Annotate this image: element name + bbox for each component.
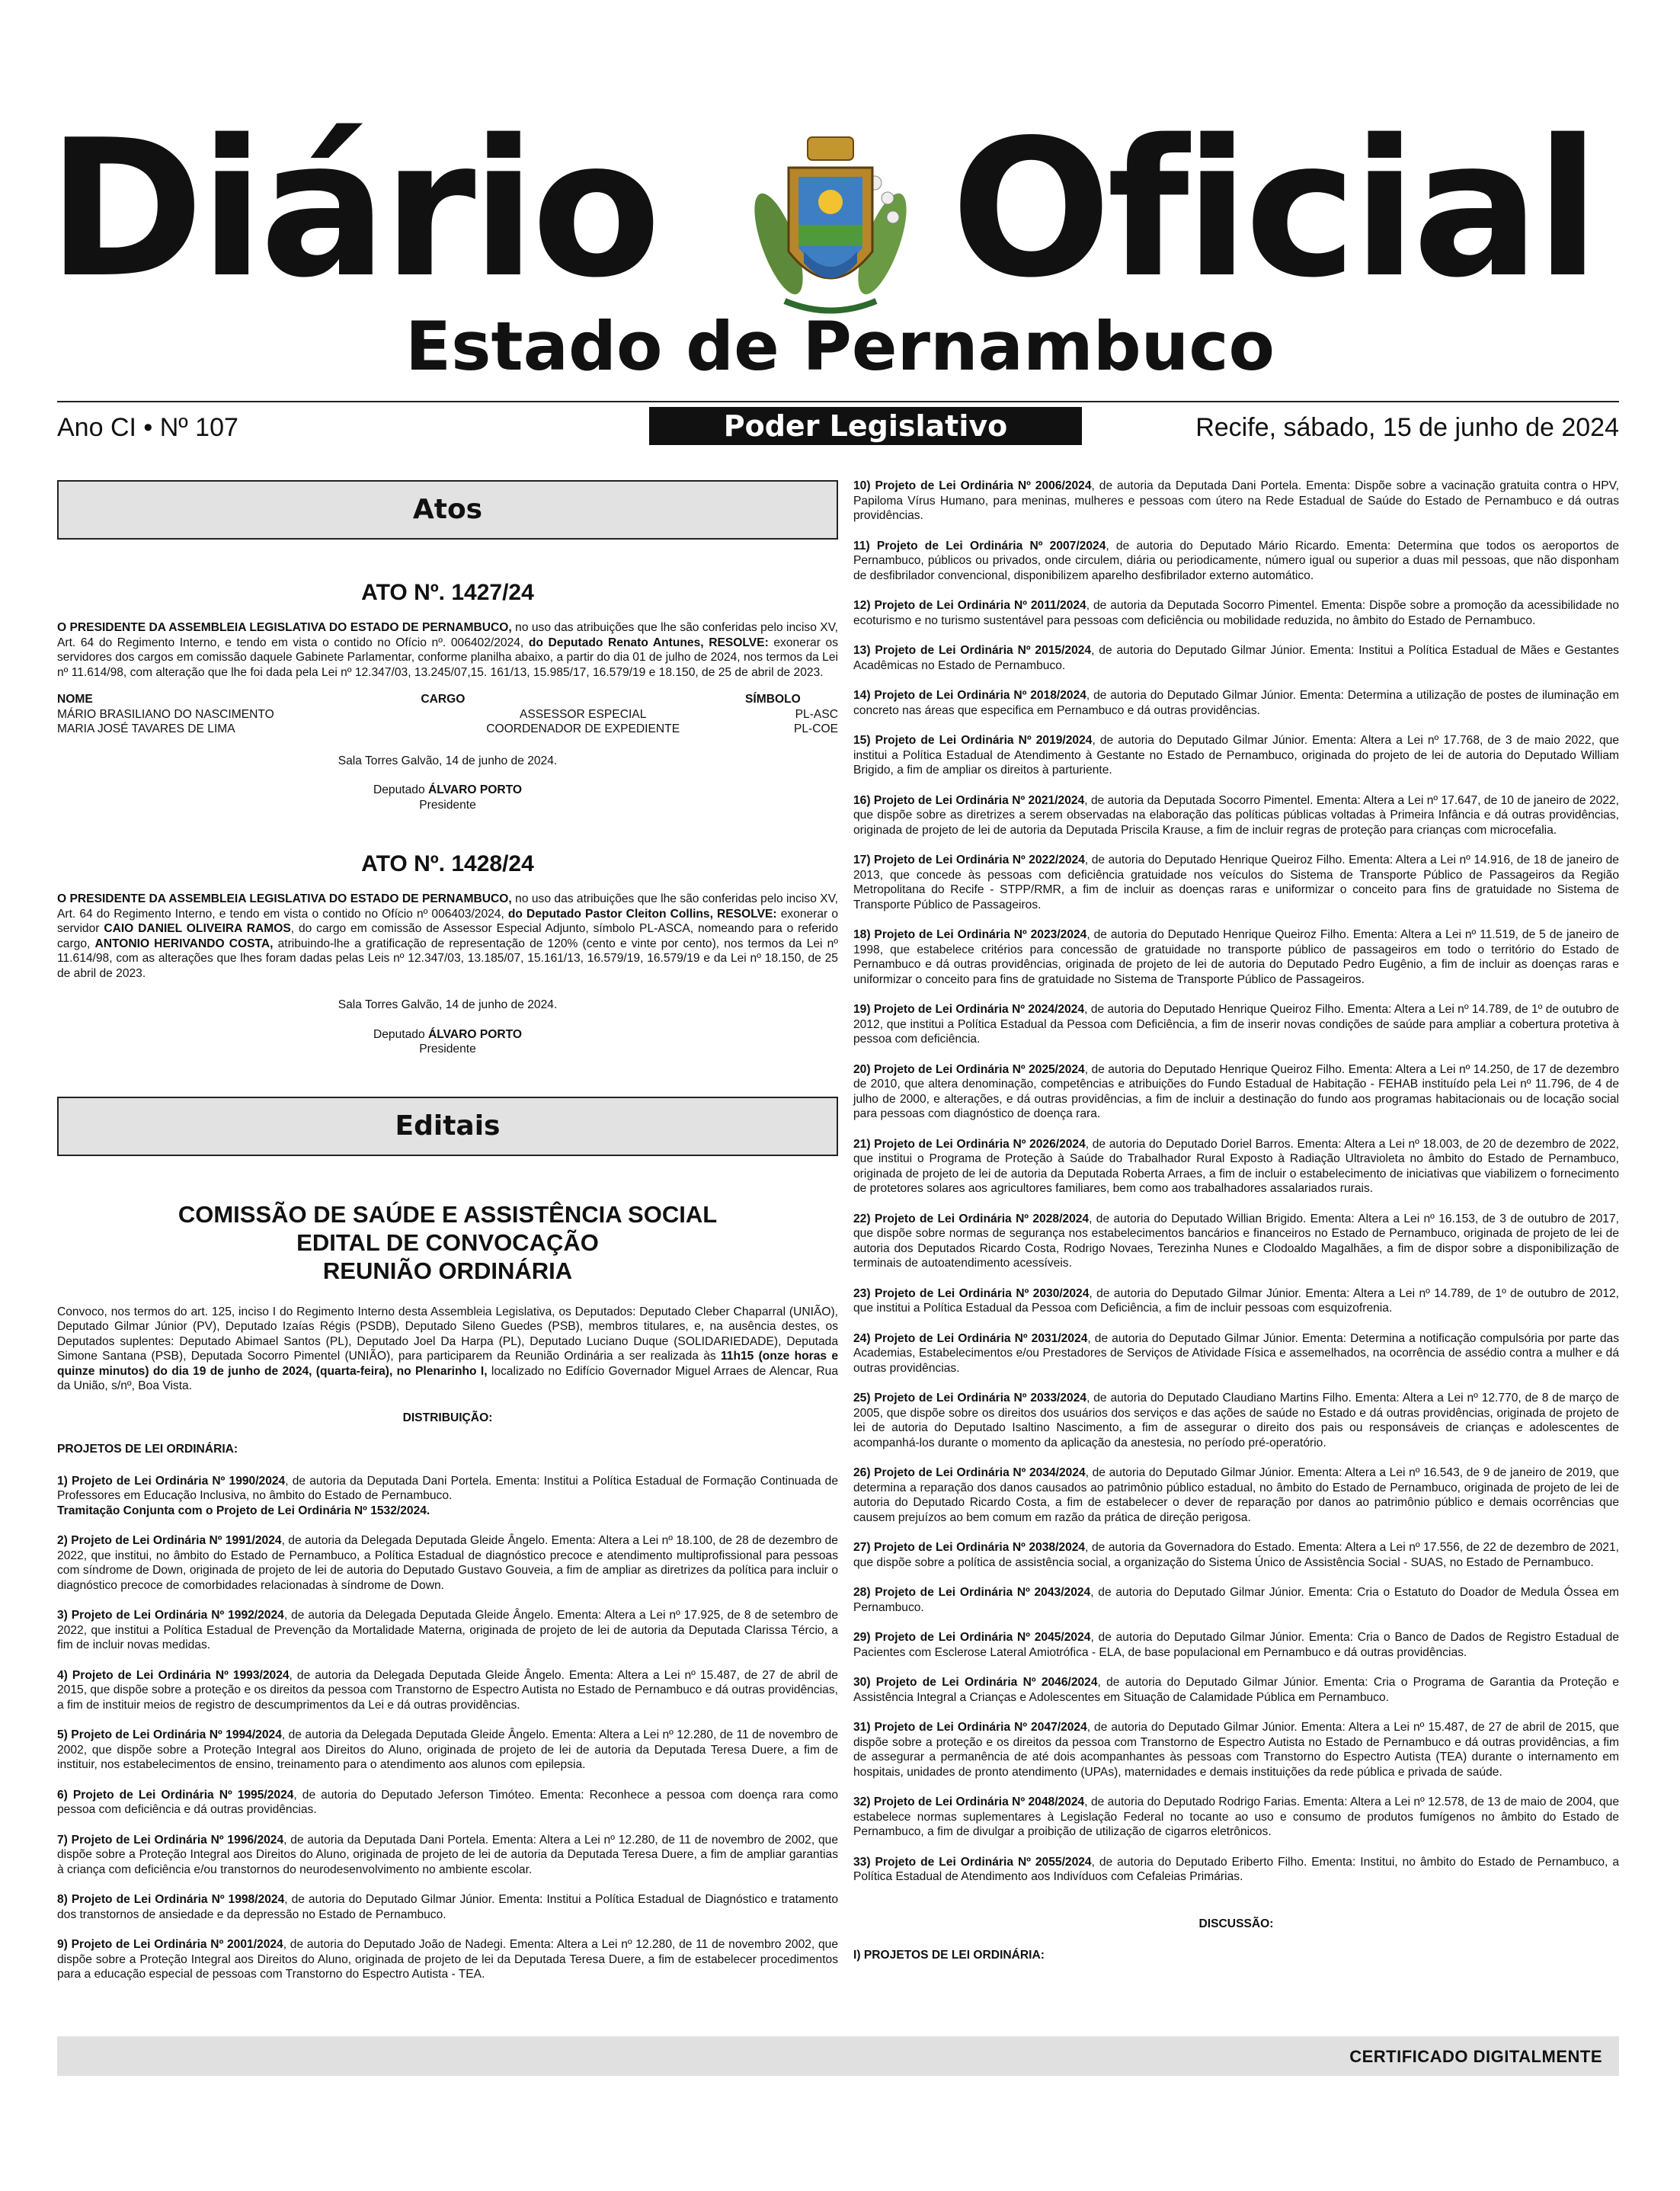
bill-summary: , de autoria da Deputada Dani Portela. Ementa: Dispõe sobre a vacinação gratuita contra o HPV, Papiloma Vírus Humano, para meninas, mulheres e pessoas com útero na Rede Estadual de Saúde do Estado de Pernambuco e dá outras providências.: [853, 479, 1619, 522]
act-deputy: do Deputado Pastor Cleiton Collins, RESOLVE:: [507, 907, 777, 921]
bill-item: [57, 1474, 838, 1519]
bill-summary: , de autoria do Deputado Gilmar Júnior. Ementa: Cria o Banco de Dados de Registro Estadual de Pacientes com Esclerose Lateral Amiotrófica - ELA, de base populacional em Pernambuco e dá outras providências.: [853, 1631, 1620, 1659]
bill-number: 12) Projeto de Lei Ordinária Nº 2011/2024: [853, 599, 1086, 612]
act-title-1427: ATO Nº. 1427/24: [361, 580, 534, 605]
bill-number: 16) Projeto de Lei Ordinária Nº 2021/2024: [853, 793, 1085, 807]
bill-item: [853, 1391, 1619, 1450]
bill-number: 3) Projeto de Lei Ordinária Nº 1992/2024: [57, 1609, 284, 1622]
table-header-symbol: SÍMBOLO: [744, 693, 801, 706]
bill-number: 33) Projeto de Lei Ordinária Nº 2055/2024: [853, 1855, 1092, 1869]
bill-number: 30) Projeto de Lei Ordinária Nº 2046/2024: [853, 1676, 1098, 1689]
bill-item: [853, 688, 1619, 718]
bill-item: [57, 1833, 838, 1878]
bill-item: [853, 1002, 1619, 1047]
bill-summary: , de autoria do Deputado Claudiano Martins Filho. Ementa: Altera a Lei nº 12.770, de 8 de março de 2005, que dispõe sobre os direitos dos usuários dos serviços e das ações de saúde no Estado e dá outras providências, originada de projeto de lei de autoria do Deputado Isaltino Nascimento, a fim de assegurar o direito dos pais ou responsáveis de crianças e adolescentes de acompanhá-los durante o momento da aplicação da anestesia, no período pré-operatório.: [853, 1392, 1619, 1449]
edital-title-line: REUNIÃO ORDINÁRIA: [322, 1257, 573, 1284]
bill-summary: , de autoria do Deputado Gilmar Júnior. Ementa: Altera a Lei nº 14.789, de 1º de outubro de 2012, que institui a Política Estadual da Pessoa com Deficiência, a fim de incluir pessoas com esquizofrenia.: [853, 1286, 1619, 1315]
signer-prefix: Deputado: [373, 1027, 428, 1041]
masthead-rule: [57, 401, 1619, 402]
bill-summary: , de autoria do Deputado Gilmar Júnior. Ementa: Institui a Política Estadual de Mães e Gestantes Acadêmicas no Estado de Pernambuco.: [853, 644, 1619, 672]
bill-item: [57, 1608, 838, 1653]
bill-summary: , de autoria do Deputado Gilmar Júnior. Ementa: Altera a Lei nº 16.543, de 9 de janeiro de 2019, que determina a reparação dos danos causados ao patrimônio público estadual, no âmbito do Estado de Pernambuco, originada de projeto de lei de autoria do Deputado Ricardo Costa, a fim de estabelecer o dever de reparação por danos ao patrimônio público e demais ocorrências que causem prejuízos ao bem comum em razão da prática de direção perigosa.: [853, 1466, 1619, 1524]
issue-info-bar: [57, 407, 1619, 450]
bill-summary: , de autoria do Deputado Henrique Queiroz Filho. Ementa: Altera a Lei nº 11.519, de 5 de janeiro de 1998, que estabelece critérios para concessão de gratuidade no transporte público de passageiros em todo o território do Estado de Pernambuco e dá outras providências, originada de projeto de lei de autoria do Deputado Pedro Eugênio, a fim de incluir as doenças raras e uniformizar o conceito para fins de gratuidade no Sistema de Transporte Público de Passageiros.: [853, 928, 1619, 986]
bill-item: [853, 1855, 1619, 1885]
section-label: Poder Legislativo: [649, 407, 1082, 445]
bill-number: 20) Projeto de Lei Ordinária Nº 2025/2024: [853, 1062, 1085, 1076]
bill-number: 7) Projeto de Lei Ordinária Nº 1996/2024: [57, 1833, 284, 1847]
bill-summary: , de autoria da Delegada Deputada Gleide Ângelo. Ementa: Altera a Lei nº 12.280, de 11 de novembro de 2002, que dispõe sobre a Proteção Integral aos Direitos do Aluno, originada de projeto de lei de autoria da Deputada Teresa Duere, a fim de instituir, nos estabelecimentos de ensino, treinamento para o atendimento aos alunos com epilepsia.: [57, 1728, 838, 1771]
act-text: no uso das atribuições que lhe são conferidas pelo inciso XV, Art. 64 do Regimento Interno, e tendo em vista o contido no Ofício nº 006403/2024,: [57, 892, 838, 921]
bill-summary: , de autoria do Deputado Gilmar Júnior. Ementa: Cria o Estatuto do Doador de Medula Óssea em Pernambuco.: [853, 1586, 1619, 1614]
table-row: [57, 707, 838, 722]
bill-item: [57, 1668, 838, 1713]
bill-summary: , de autoria do Deputado Henrique Queiroz Filho. Ementa: Altera a Lei nº 14.916, de 18 de janeiro de 2013, que concede às pessoas com deficiência gratuidade nos veículos do Sistema de Transporte Público de Passageiros da Região Metropolitana do Recife - STPP/RMR, a fim de incluir as doenças raras e uniformizar o conceito para fins de gratuidade no Sistema de Transporte Público de Passageiros.: [853, 854, 1619, 911]
bill-number: 19) Projeto de Lei Ordinária Nº 2024/2024: [853, 1003, 1085, 1016]
right-column: [853, 479, 1619, 1963]
issue-date: Recife, sábado, 15 de junho de 2024: [1195, 413, 1619, 442]
bill-number: 14) Projeto de Lei Ordinária Nº 2018/2024: [853, 689, 1086, 702]
masthead-title-right: Oficial: [951, 100, 1596, 319]
bill-number: 25) Projeto de Lei Ordinária Nº 2033/2024: [853, 1392, 1087, 1405]
table-header-row: [57, 692, 838, 707]
edital-title: [57, 1200, 838, 1285]
act-person: CAIO DANIEL OLIVEIRA RAMOS: [104, 922, 291, 935]
projects-heading: [57, 1442, 838, 1457]
bill-item: [57, 1937, 838, 1982]
bill-number: 31) Projeto de Lei Ordinária Nº 2047/2024: [853, 1721, 1087, 1734]
bill-item: [57, 1728, 838, 1773]
bill-item: [853, 1212, 1619, 1271]
act-body-1427: [57, 620, 838, 680]
bill-number: 8) Projeto de Lei Ordinária Nº 1998/2024: [57, 1893, 285, 1906]
section-heading-editais: Editais: [57, 1097, 838, 1156]
bill-item: [853, 927, 1619, 987]
masthead-title-left: Diário: [47, 100, 657, 319]
bill-summary: , de autoria do Deputado Gilmar Júnior. Ementa: Determina a notificação compulsória por parte das Academias, Estabelecimentos e/ou Prestadores de Serviços de Atividade Física e assemelhados, na ocorrência de assédio contra a mulher e dá outras providências.: [853, 1331, 1619, 1375]
bill-summary: , de autoria do Deputado Gilmar Júnior. Ementa: Institui a Política Estadual de Diagnóstico e tratamento dos transtornos de ansiedade e da depressão no Estado de Pernambuco.: [57, 1893, 838, 1921]
table-row: [57, 722, 838, 737]
bill-list-left: [57, 1474, 838, 1982]
act-text: exonerar o servidor: [57, 907, 839, 935]
bill-item: [853, 598, 1619, 628]
bill-summary: , de autoria da Delegada Deputada Gleide Ângelo. Ementa: Altera a Lei nº 18.100, de 28 de dezembro de 2022, que institui, no âmbito do Estado de Pernambuco, a Política Estadual de diagnóstico precoce e atendimento multiprofissional para pessoas com síndrome de Down, originada de projeto de lei de autoria do Deputado Gustavo Gouveia, a fim de ampliar as diretrizes da política para incluir o diagnóstico precoce de comorbidades relacionadas à síndrome de Down.: [57, 1534, 838, 1592]
bill-summary: , de autoria da Deputada Socorro Pimentel. Ementa: Altera a Lei nº 17.647, de 10 de janeiro de 2022, que dispõe sobre as diretrizes a serem observadas na elaboração das políticas públicas voltadas à Primeira Infância e dá outras providências, originada de projeto de lei de autoria da Deputada Priscila Krause, a fim de incluir regras de proteção para crianças com microcefalia.: [853, 793, 1619, 837]
act-person: ANTONIO HERIVANDO COSTA,: [94, 937, 274, 950]
edital-title-line: EDITAL DE CONVOCAÇÃO: [296, 1228, 599, 1256]
bill-summary: , de autoria da Governadora do Estado. Ementa: Altera a Lei nº 17.556, de 22 de dezembro de 2021, que dispõe sobre a política de assistência social, a organização do Sistema Único de Assistência Social - SUAS, no Estado de Pernambuco.: [853, 1541, 1619, 1569]
bill-number: 22) Projeto de Lei Ordinária Nº 2028/2024: [853, 1212, 1090, 1225]
edital-meeting-time: 11h15 (onze horas e quinze minutos) do dia 19 de junho de 2024, (quarta-feira), no Plenarinho I,: [57, 1350, 838, 1378]
signer-name: ÁLVARO PORTO: [427, 783, 522, 796]
bill-item: [853, 1062, 1619, 1122]
bill-number: 17) Projeto de Lei Ordinária Nº 2022/2024: [853, 854, 1085, 866]
bill-item: [853, 733, 1619, 778]
footer-bar: [57, 2036, 1619, 2076]
act-text: , do cargo em comissão de Assessor Especial Adjunto, símbolo PL-ASCA, nomeando para o referido cargo,: [57, 922, 838, 950]
act-deputy: do Deputado Renato Antunes, RESOLVE:: [528, 636, 769, 649]
bill-number: 24) Projeto de Lei Ordinária Nº 2031/2024: [853, 1331, 1088, 1345]
bill-item: [853, 1795, 1619, 1840]
bill-summary: , de autoria do Deputado Henrique Queiroz Filho. Ementa: Altera a Lei nº 14.789, de 1º de outubro de 2012, que institui a Política Estadual da Pessoa com Deficiência, a fim de inserir novas condições de saúde para ampliar a cobertura protetiva à pessoa com deficiência.: [853, 1003, 1619, 1046]
bill-summary: , de autoria do Deputado Eriberto Filho. Ementa: Institui, no âmbito do Estado de Pernambuco, a Política Estadual de Atendimento aos Indivíduos com Cefaleias Primárias.: [853, 1855, 1619, 1883]
bill-number: 10) Projeto de Lei Ordinária Nº 2006/2024: [853, 479, 1092, 492]
act-text: exonerar os servidores dos cargos em comissão daquele Gabinete Parlamentar, conforme planilha abaixo, a partir do dia 01 de julho de 2024, nos termos da Lei nº 11.614/98, com alteração que lhe foi dada pela Lei nº 12.347/03, 13.245/07,15. 161/13, 15.985/17, 16.579/19 e 18.150, de 25 de abril de 2023.: [57, 636, 838, 679]
bill-summary: , de autoria do Deputado Gilmar Júnior. Ementa: Altera a Lei nº 15.487, de 27 de abril de 2015, que dispõe sobre a proteção e os direitos da pessoa com Transtorno de Espectro Autista no Estado de Pernambuco e dá outras providências, a fim de assegurar a permanência de até dois acompanhantes às pessoas com Transtorno do Espectro Autista (TEA) durante o internamento em hospitais, unidades de pronto atendimento (UPAs), maternidades e demais instituições da rede pública e privada de saúde.: [853, 1721, 1619, 1779]
bill-item: [57, 1533, 838, 1593]
issue-number: Ano CI • Nº 107: [57, 413, 238, 442]
table-cell: COORDENADOR DE EXPEDIENTE: [486, 722, 680, 735]
bill-number: 9) Projeto de Lei Ordinária Nº 2001/2024: [57, 1938, 283, 1951]
table-cell: PL-COE: [793, 722, 838, 735]
bill-item: [853, 1675, 1619, 1705]
edital-text: Convoco, nos termos do art. 125, inciso I do Regimento Interno desta Assembleia Legislativa, os Deputados: Deputado Cleber Chaparral (UNIÃO), Deputado Gilmar Júnior (PV), Deputado Izaías Régis (PSDB), Deputado Sileno Guedes (PSB), membros titulares, e, na ausência destes, os Deputados suplentes: Deputado Abimael Santos (PL), Deputado Joel Da Harpa (PL), Deputado Luciano Duque (SOLIDARIEDADE), Deputada Simone Santana (PSB), Deputada Socorro Pimentel (UNIÃO), para participarem da Reunião Ordinária a ser realizada às: [57, 1305, 838, 1363]
bill-item: [853, 539, 1619, 584]
act-title-1428: ATO Nº. 1428/24: [361, 851, 534, 876]
bill-item: [853, 1630, 1619, 1660]
act-text: no uso das atribuições que lhe são conferidas pelo inciso XV, Art. 64 do Regimento Interno, e tendo em vista o contido no Ofício nº. 006402/2024,: [57, 621, 838, 649]
table-cell: ASSESSOR ESPECIAL: [519, 707, 647, 721]
signer-prefix: Deputado: [373, 783, 428, 796]
bill-number: 21) Projeto de Lei Ordinária Nº 2026/2024: [853, 1137, 1086, 1151]
bill-number: 32) Projeto de Lei Ordinária Nº 2048/2024: [853, 1795, 1085, 1808]
bill-summary: , de autoria do Deputado Jeferson Timóteo. Ementa: Reconhece a pessoa com doença rara como pessoa com deficiência e dá outras providências.: [57, 1788, 838, 1816]
digital-certificate-label: CERTIFICADO DIGITALMENTE: [1349, 2047, 1602, 2066]
act-place-date: Sala Torres Galvão, 14 de junho de 2024.: [338, 998, 558, 1011]
bill-number: 27) Projeto de Lei Ordinária Nº 2038/2024: [853, 1541, 1086, 1554]
bill-summary: , de autoria do Deputado Gilmar Júnior. Ementa: Altera a Lei nº 17.768, de 3 de maio 2022, que institui a Política Estadual de Atendimento à Gestante no Estado de Pernambuco, originada do projeto de lei de autoria do Deputado William Brigido, a fim de ampliar os direitos à parturiente.: [853, 734, 1619, 777]
bill-number: 29) Projeto de Lei Ordinária Nº 2045/2024: [853, 1631, 1091, 1644]
act-lead: O PRESIDENTE DA ASSEMBLEIA LEGISLATIVA DO ESTADO DE PERNAMBUCO,: [57, 892, 512, 905]
distribution-heading: [57, 1411, 838, 1426]
bill-summary: , de autoria da Delegada Deputada Gleide Ângelo. Ementa: Altera a Lei nº 17.925, de 8 de setembro de 2022, que institui a Política Estadual de Prevenção da Mortalidade Materna, originada de projeto de lei de autoria da Deputada Clarissa Tércio, a fim de incluir novas medidas.: [57, 1609, 838, 1651]
bill-number: 6) Projeto de Lei Ordinária Nº 1995/2024: [57, 1788, 294, 1802]
act-text: atribuindo-lhe a gratificação de representação de 120% (cento e vinte por cento), nos termos da Lei nº 11.614/98, com as alterações que lhes foram dadas pelas Leis nº 12.347/03, 13.185/07, 15.161/13, 16.579/19, 16.579/19 e da Lei nº 18.150, de 25 de abril de 2023.: [57, 937, 838, 980]
table-cell: MÁRIO BRASILIANO DO NASCIMENTO: [57, 707, 274, 721]
bill-item: [853, 1137, 1619, 1196]
masthead-subtitle: Estado de Pernambuco: [405, 307, 1275, 386]
discussion-projects-heading: [853, 1948, 1619, 1963]
bill-number: 28) Projeto de Lei Ordinária Nº 2043/2024: [853, 1586, 1091, 1599]
bill-number: 26) Projeto de Lei Ordinária Nº 2034/2024: [853, 1466, 1086, 1479]
act-signer: [57, 783, 838, 798]
bill-item: [57, 1788, 838, 1818]
act-signer-role: Presidente: [419, 1043, 476, 1055]
distribution-label: DISTRIBUIÇÃO:: [402, 1411, 493, 1424]
bill-summary: , de autoria do Deputado Rodrigo Farias. Ementa: Altera a Lei nº 12.578, de 13 de maio de 2004, que estabelece normas suplementares à Legislação Federal no tocante ao uso e consumo de produtos fumígenos no âmbito do Estado de Pernambuco, a fim de divulgar a proibição de utilização de cigarros eletrônicos.: [853, 1795, 1619, 1838]
act-lead: O PRESIDENTE DA ASSEMBLEIA LEGISLATIVA DO ESTADO DE PERNAMBUCO,: [57, 621, 512, 634]
bill-summary: , de autoria da Deputada Socorro Pimentel. Ementa: Dispõe sobre a promoção da acessibilidade no ecoturismo e no turismo sustentável para pessoas com deficiência ou mobilidade reduzida, no âmbito do Estado de Pernambuco.: [853, 599, 1619, 627]
discussion-heading: [853, 1917, 1619, 1932]
bill-item: [853, 793, 1619, 838]
bill-summary: , de autoria do Deputado Willian Brigido. Ementa: Altera a Lei nº 16.153, de 3 de outubro de 2017, que dispõe sobre normas de segurança nos estabelecimentos bancários e financeiros no Estado de Pernambuco, originada de projeto de lei de autoria dos Deputados Ricardo Costa, Rodrigo Novaes, Terezinha Nunes e Clodoaldo Magalhães, a fim de dispor sobre a disponibilização de terminais de autoatendimento acessíveis.: [853, 1212, 1619, 1270]
act-place-date: Sala Torres Galvão, 14 de junho de 2024.: [338, 754, 558, 767]
bill-item: [853, 1540, 1619, 1570]
edital-title-line: COMISSÃO DE SAÚDE E ASSISTÊNCIA SOCIAL: [178, 1200, 718, 1228]
table-header-role: CARGO: [421, 693, 466, 706]
discussion-label: DISCUSSÃO:: [1198, 1917, 1274, 1930]
bill-item: [853, 853, 1619, 912]
bill-summary: , de autoria da Delegada Deputada Gleide Ângelo. Ementa: Altera a Lei nº 15.487, de 27 de abril de 2015, que dispõe sobre a proteção e os direitos da pessoa com Transtorno de Espectro Autista no Estado de Pernambuco e dá outras providências, a fim de instituir meios de registro de descumprimentos da Lei e dá outras providências.: [57, 1668, 838, 1712]
bill-item: [853, 643, 1619, 673]
bill-summary: , de autoria da Deputada Dani Portela. Ementa: Altera a Lei nº 12.280, de 11 de novembro de 2002, que dispõe sobre a Proteção Integral aos Direitos do Aluno, originada de projeto de lei de autoria da Deputada Teresa Duere, a fim de ampliar garantias à criança com deficiência e/ou transtornos do neurodesenvolvimento no ambiente escolar.: [57, 1833, 838, 1876]
bill-item: [853, 479, 1619, 524]
bill-number: 15) Projeto de Lei Ordinária Nº 2019/2024: [853, 734, 1093, 747]
bill-number: 18) Projeto de Lei Ordinária Nº 2023/2024: [853, 928, 1087, 941]
bill-number: 23) Projeto de Lei Ordinária Nº 2030/2024: [853, 1286, 1090, 1300]
bill-number: 2) Projeto de Lei Ordinária Nº 1991/2024: [57, 1534, 282, 1547]
table-cell: MARIA JOSÉ TAVARES DE LIMA: [57, 722, 235, 735]
bill-summary: , de autoria do Deputado Gilmar Júnior. Ementa: Determina a utilização de postes de iluminação em concreto nas áreas que especifica em Pernambuco e dá outras providências.: [853, 689, 1619, 717]
bill-number: 13) Projeto de Lei Ordinária Nº 2015/2024: [853, 644, 1092, 657]
signer-name: ÁLVARO PORTO: [427, 1027, 522, 1041]
bill-item: [853, 1331, 1619, 1376]
masthead: [0, 100, 1680, 319]
bill-item: [853, 1286, 1619, 1316]
staff-table: [57, 692, 838, 737]
bill-summary: , de autoria do Deputado Mário Ricardo. Ementa: Determina que todos os aeroportos de Pernambuco, públicos ou privados, onde circulem, diária ou periodicamente, número igual ou superior a duas mil pessoas, que não disponham de desfibrilador convencional, disponibilizem aparelho desfibrilador externo automático.: [853, 539, 1619, 582]
act-body-1428: [57, 892, 838, 981]
bill-number: 5) Projeto de Lei Ordinária Nº 1994/2024: [57, 1728, 282, 1741]
bill-item: [853, 1720, 1619, 1779]
table-cell: PL-ASC: [795, 707, 838, 721]
bill-number: 11) Projeto de Lei Ordinária Nº 2007/2024: [853, 539, 1106, 553]
bill-summary: , de autoria do Deputado Gilmar Júnior. Ementa: Cria o Programa de Garantia da Proteção e Assistência Integral a Crianças e Adolescentes em Situação de Calamidade Pública em Pernambuco.: [853, 1676, 1620, 1704]
bill-item: [57, 1892, 838, 1922]
left-column: [57, 480, 838, 1997]
table-header-name: NOME: [57, 693, 93, 706]
bill-joint-note: Tramitação Conjunta com o Projeto de Lei Ordinária Nº 1532/2024.: [57, 1504, 430, 1517]
bill-item: [853, 1585, 1619, 1615]
bill-item: [853, 1465, 1619, 1525]
act-signer-role: Presidente: [419, 798, 476, 812]
bill-summary: , de autoria do Deputado João de Nadegi. Ementa: Altera a Lei nº 12.280, de 11 de novembro 2002, que dispõe sobre a Proteção Integral aos Direitos do Aluno, originada de projeto de lei da Deputada Teresa Duere, a fim de estabelecer procedimentos para a educação especial de pessoas com Transtorno do Espectro Autista - TEA.: [57, 1938, 838, 1981]
bill-summary: , de autoria do Deputado Henrique Queiroz Filho. Ementa: Altera a Lei nº 14.250, de 17 de dezembro de 2010, que altera denominação, competências e atribuições do Fundo Estadual de Habitação - FEHAB instituído pela Lei nº 11.796, de 4 de julho de 2000, e alterações, e dá outras providências, a fim de incluir a destinação do fundo aos programas habitacionais ou de locação social para pessoas com diagnóstico de doença rara.: [853, 1062, 1619, 1120]
bill-number: 4) Projeto de Lei Ordinária Nº 1993/2024: [57, 1668, 290, 1682]
bill-list-right: [853, 479, 1619, 1885]
bill-summary: , de autoria do Deputado Doriel Barros. Ementa: Altera a Lei nº 18.003, de 20 de dezembro de 2022, que institui o Programa de Proteção à Saúde do Trabalhador Rural Exposto à Radiação Ultravioleta no âmbito do Estado de Pernambuco, originada de projeto de lei de autoria da Deputada Roberta Arraes, a fim de incluir o estabelecimento de iniciativas que viabilizem o fornecimento de protetores solares aos agricultores familiares, bem como aos trabalhadores assalariados rurais.: [853, 1137, 1619, 1195]
bill-number: 1) Projeto de Lei Ordinária Nº 1990/2024: [57, 1474, 286, 1488]
act-signer: [57, 1027, 838, 1043]
discussion-projects-label: I) PROJETOS DE LEI ORDINÁRIA:: [853, 1949, 1045, 1962]
edital-text: localizado no Edifício Governador Miguel Arraes de Alencar, Rua da União, s/nº, Boa Vista.: [57, 1364, 839, 1392]
edital-intro: [57, 1305, 838, 1394]
section-heading-atos: Atos: [57, 480, 838, 540]
bill-summary: , de autoria da Deputada Dani Portela. Ementa: Institui a Política Estadual de Formação Continuada de Professores em Educação Inclusiva, no âmbito do Estado de Pernambuco.: [57, 1474, 838, 1502]
coat-of-arms-icon: [731, 130, 930, 328]
projects-label: PROJETOS DE LEI ORDINÁRIA:: [57, 1443, 238, 1456]
